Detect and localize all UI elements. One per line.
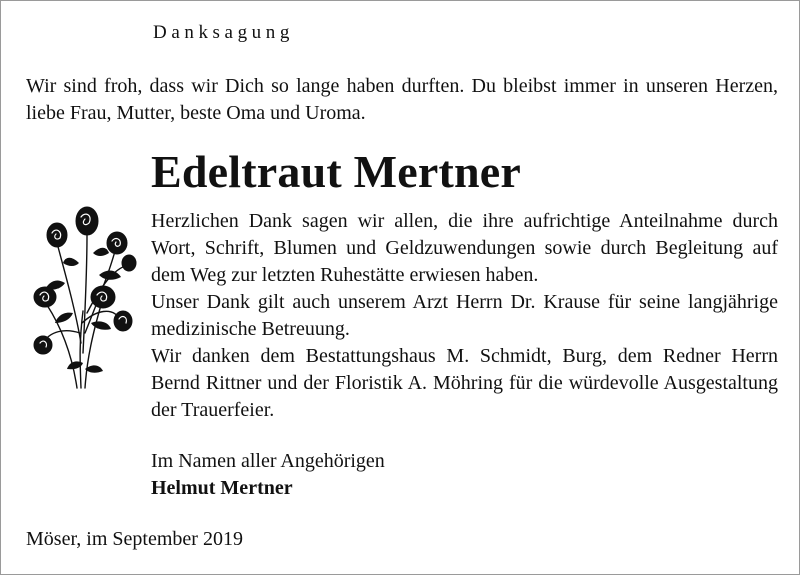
closing-block xyxy=(151,448,385,502)
thanks-paragraph: Wir danken dem Bestattungshaus M. Schmidt, Burg, dem Redner Herrn Bernd Rittner und der Floristik A. Möhring für die würdevolle Ausgestaltung der Trauerfeier. xyxy=(151,345,778,421)
thanks-body xyxy=(151,208,778,424)
intro-text: Wir sind froh, dass wir Dich so lange haben durften. Du bleibst immer in unseren Herzen, liebe Frau, Mutter, beste Oma und Uroma. xyxy=(26,75,778,124)
flower-bouquet-icon xyxy=(25,193,137,393)
signature: Helmut Mertner xyxy=(151,477,293,499)
place-date: Möser, im September 2019 xyxy=(26,528,243,550)
thanks-paragraph: Unser Dank gilt auch unserem Arzt Herrn Dr. Krause für seine langjährige medizinische Betreuung. xyxy=(151,291,778,340)
notice-heading: Danksagung xyxy=(153,22,294,43)
thanks-paragraph: Herzlichen Dank sagen wir allen, die ihre aufrichtige Anteilnahme durch Wort, Schrift, Blumen und Geldzuwendungen sowie durch Begleitung auf dem Weg zur letzten Ruhestätte erwiesen haben. xyxy=(151,210,778,286)
deceased-name: Edeltraut Mertner xyxy=(151,146,521,197)
closing-line: Im Namen aller Angehörigen xyxy=(151,450,385,472)
